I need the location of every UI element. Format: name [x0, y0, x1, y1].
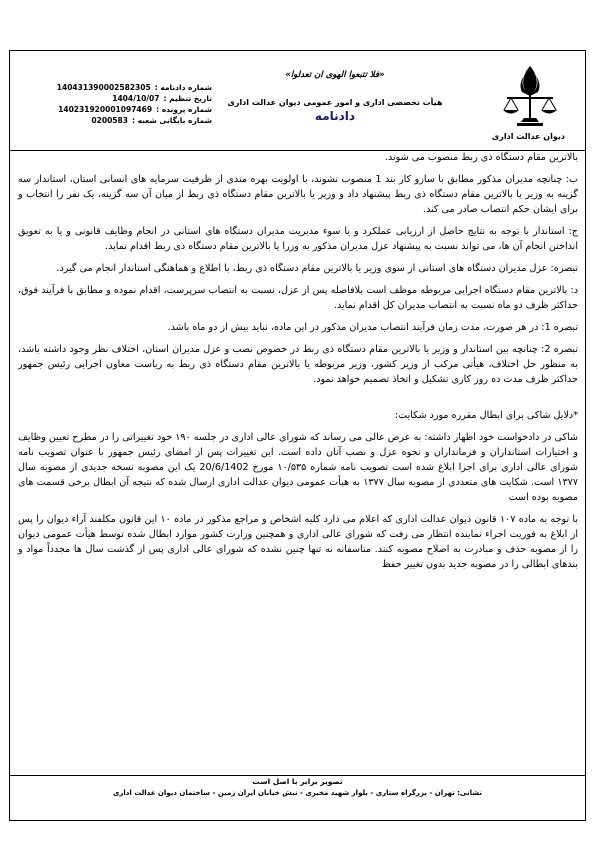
meta-label: شماره بایگانی شعبه : — [131, 116, 212, 125]
body-paragraph: تبصره: عزل مدیران دستگاه های استانی از سوی وزیر یا بالاترین مقام دستگاه ذی ربط، با اطلاع و هماهنگی استاندار انجام می گیرد. — [56, 263, 578, 274]
document-header — [10, 52, 585, 152]
scales-of-justice-emblem-icon — [499, 62, 561, 130]
meta-label: شماره پرونده : — [156, 105, 212, 114]
meta-row — [52, 104, 212, 115]
body-paragraph: شاکی در دادخواست خود اظهار داشته: به عرض عالی می رساند که شورای عالی اداری در جلسه ۱۹۰ خود تغییراتی را در مطرح تعیین وظایف و اختیارات استانداران و فرمانداران و نحوه عزل و نصب آنان داده است. این تغییرات پس از امضای رئیس جمهور با عنوان تصویب نامه شورای عالی اداری برای اجرا ابلاغ شده است تصویب نامه شماره ۱۰/۵۳۵ مورخ 20/6/1402 یک این مصوبه نسخه جدیدی از مصوبه سال ۱۳۷۷ است. شکایت های متعددی از مصوبه سال ۱۳۷۷ به هیأت عمومی دیوان عدالت اداری ارسال شده که نتیجه آن ابطال برخی قسمت های مصوبه بوده است — [18, 432, 578, 503]
body-paragraph: تبصره 2: چنانچه بین استاندار و وزیر یا بالاترین مقام دستگاه ذی ربط در خصوص نصب و عزل مدیران استان، اختلاف نظر وجود داشته باشد، به منظور حل اختلاف، هیأتی مرکب از وزیر کشور، وزیر مربوطه یا بالاترین مقام دستگاه ذی ربط به ریاست معاون اجرایی رئیس جمهور حداکثر ظرف مدت ده روز کاری تشکیل و اتخاذ تصمیم خواهد نمود. — [18, 344, 578, 385]
meta-value: 140431390002582305 — [56, 83, 151, 92]
body-paragraph: د: بالاترین مقام دستگاه اجرایی مربوطه موظف است بلافاصله پس از عزل، نسبت به انتصاب سرپرست، اقدام نموده و مطابق با فرآیند فوق، حداکثر ظرف دو ماه نسبت به انتصاب مدیران کل اقدام نماید. — [18, 285, 578, 311]
spacer — [18, 394, 578, 408]
meta-row — [52, 82, 212, 93]
emblem-caption: دیوان عدالت اداری — [491, 132, 565, 141]
body-paragraph: تبصره 1: در هر صورت، مدت زمان فرآیند انتصاب مدیران مذکور در این ماده، نباید بیش از دو ماه باشد. — [167, 322, 578, 333]
meta-row — [52, 115, 212, 126]
certified-copy-note: تصویر برابر با اصل است — [252, 777, 343, 786]
meta-value: 0200583 — [91, 116, 128, 125]
court-emblem — [491, 62, 565, 147]
body-paragraph: با توجه به ماده ۱۰۷ قانون دیوان عدالت اداری که اعلام می دارد کلیه اشخاص و مراجع مذکور در ماده ۱۰ این قانون مکلفند آراء دیوان را پس از ابلاغ به فوریت اجراء نماینده انتظار می رفت که شورای عالی اداری و همچنین وزارت کشور موارد ابطال شده توسط هیأت عمومی دیوان را از مصوبه حذف و مبادرت به اصلاح مصوبه کنند. متاسفانه نه تنها چنین نشده که شورای عالی اداری پس از گذشت سال ها مجدداً مواد و بندهای ابطالی را در مصوبه جدید بدون تغییر حفظ — [18, 514, 579, 570]
document-body — [18, 150, 578, 579]
meta-value: 140231920001097469 — [58, 105, 153, 114]
body-paragraph: بالاترین مقام دستگاه ذی ربط منصوب می شوند. — [384, 152, 578, 163]
board-name: هیأت تخصصی اداری و امور عمومی دیوان عدالت اداری — [227, 98, 443, 107]
document-title: دادنامه — [314, 109, 356, 123]
meta-label: تاریخ تنظیم : — [163, 94, 212, 103]
section-heading: *دلایل شاکی برای ابطال مقرره مورد شکایت: — [394, 410, 578, 421]
meta-label: شماره دادنامه : — [154, 83, 212, 92]
header-quote: «فلا تتبعوا الهوی ان تعدلوا» — [285, 70, 385, 80]
body-paragraph: ب: چنانچه مدیران مذکور مطابق با سازو کار بند 1 منصوب نشوند، با اولویت بهره مندی از ظرفیت سرمایه های انسانی استان، استاندار سه گزینه به وزیر یا بالاترین مقام دستگاه ذی ربط پیشنهاد داد و وزیر یا بالاترین مقام دستگاه ذی ربط از میان آن سه گزینه، یک نفر را انتخاب و برای ایشان حکم انتصاب صادر می کند. — [18, 174, 579, 215]
footer-divider — [10, 775, 585, 776]
footer-address: نشانی: تهران - بزرگراه ستاری - بلوار شهید مخبری - نبش خیابان ایران زمین - ساختمان دیوان عدالت اداری — [112, 789, 483, 797]
document-meta — [52, 82, 212, 126]
meta-row — [52, 93, 212, 104]
document-footer — [10, 777, 585, 797]
meta-value: 1404/10/07 — [112, 94, 160, 103]
header-center — [220, 70, 450, 123]
body-paragraph: ج: استاندار با توجه به نتایج حاصل از ارزیابی عملکرد و یا سوء مدیریت مدیران دستگاه های استانی در انجام وظایف قانونی و یا به تعویق انداختن انجام آن ها، می تواند نسبت به پیشنهاد عزل مدیران مذکور به وزرا یا بالاترین مقام دستگاه ذی ربط اقدام نماید. — [18, 226, 578, 252]
